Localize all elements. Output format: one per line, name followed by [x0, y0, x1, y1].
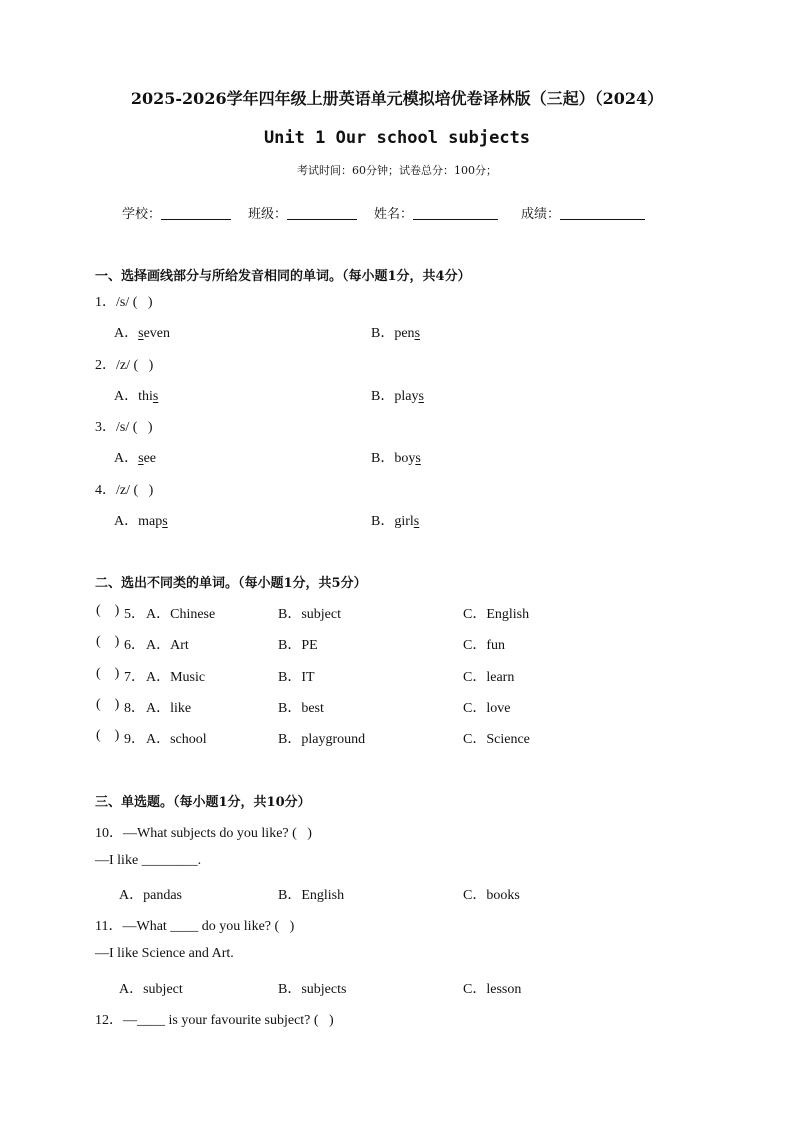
school-label: 学校：	[122, 207, 162, 222]
class-field	[248, 203, 357, 222]
question-number: 9．	[124, 732, 145, 747]
option-b[interactable]: B．PE	[278, 638, 318, 653]
school-field	[122, 203, 231, 222]
option-c[interactable]: C．lesson	[463, 982, 522, 997]
unit-subtitle: Unit 1 Our school subjects	[263, 128, 531, 148]
question-stem: 2．/z/ ( )	[95, 358, 154, 373]
answer-line: —I like Science and Art.	[95, 946, 234, 961]
option-a[interactable]: A．subject	[119, 982, 183, 997]
section2-heading: 二、选出不同类的单词。（每小题1分，共5分）	[95, 576, 367, 591]
option-a[interactable]: A．like	[146, 701, 192, 716]
option-c[interactable]: C．love	[463, 701, 511, 716]
name-label: 姓名：	[374, 207, 414, 222]
option-b[interactable]: B．plays	[371, 389, 424, 404]
answer-bracket[interactable]: ( )	[96, 666, 120, 681]
answer-bracket[interactable]: ( )	[96, 697, 120, 712]
option-a[interactable]: A．this	[114, 389, 159, 404]
question-stem: 10．—What subjects do you like? ( )	[95, 826, 312, 841]
option-a[interactable]: A．Art	[146, 638, 189, 653]
option-a[interactable]: A．see	[114, 451, 157, 466]
section3-heading: 三、单选题。（每小题1分，共10分）	[95, 795, 311, 810]
exam-meta: 考试时间：60分钟；试卷总分：100分；	[297, 164, 497, 177]
school-blank[interactable]	[161, 205, 231, 220]
exam-title: 2025-2026学年四年级上册英语单元模拟培优卷译林版（三起）（2024）	[130, 89, 664, 108]
option-a[interactable]: A．maps	[114, 514, 168, 529]
option-b[interactable]: B．English	[278, 888, 345, 903]
option-c[interactable]: C．English	[463, 607, 530, 622]
question-stem: 11．—What ____ do you like? ( )	[95, 919, 295, 934]
name-field	[374, 203, 498, 222]
option-c[interactable]: C．Science	[463, 732, 530, 747]
option-b[interactable]: B．subject	[278, 607, 341, 622]
option-a[interactable]: A．pandas	[119, 888, 182, 903]
score-blank[interactable]	[560, 205, 645, 220]
name-blank[interactable]	[413, 205, 498, 220]
option-a[interactable]: A．Music	[146, 670, 206, 685]
option-b[interactable]: B．best	[278, 701, 324, 716]
option-b[interactable]: B．IT	[278, 670, 315, 685]
answer-bracket[interactable]: ( )	[96, 603, 120, 618]
class-label: 班级：	[248, 207, 288, 222]
answer-bracket[interactable]: ( )	[96, 728, 120, 743]
option-c[interactable]: C．learn	[463, 670, 515, 685]
question-stem: 12．—____ is your favourite subject? ( )	[95, 1013, 334, 1028]
question-stem: 1．/s/ ( )	[95, 295, 153, 310]
question-stem: 3．/s/ ( )	[95, 420, 153, 435]
option-a[interactable]: A．Chinese	[146, 607, 216, 622]
option-b[interactable]: B．pens	[371, 326, 421, 341]
option-b[interactable]: B．boys	[371, 451, 421, 466]
score-label: 成绩：	[521, 207, 561, 222]
option-a[interactable]: A．seven	[114, 326, 171, 341]
score-field	[521, 203, 645, 222]
question-number: 6．	[124, 638, 145, 653]
answer-bracket[interactable]: ( )	[96, 634, 120, 649]
question-stem: 4．/z/ ( )	[95, 483, 154, 498]
option-a[interactable]: A．school	[146, 732, 207, 747]
class-blank[interactable]	[287, 205, 357, 220]
question-number: 8．	[124, 701, 145, 716]
option-c[interactable]: C．fun	[463, 638, 505, 653]
section1-heading: 一、选择画线部分与所给发音相同的单词。（每小题1分，共4分）	[95, 269, 471, 284]
question-number: 7．	[124, 670, 145, 685]
option-c[interactable]: C．books	[463, 888, 520, 903]
option-b[interactable]: B．girls	[371, 514, 420, 529]
option-b[interactable]: B．subjects	[278, 982, 347, 997]
answer-line: —I like ________.	[95, 853, 202, 868]
option-b[interactable]: B．playground	[278, 732, 366, 747]
question-number: 5．	[124, 607, 145, 622]
